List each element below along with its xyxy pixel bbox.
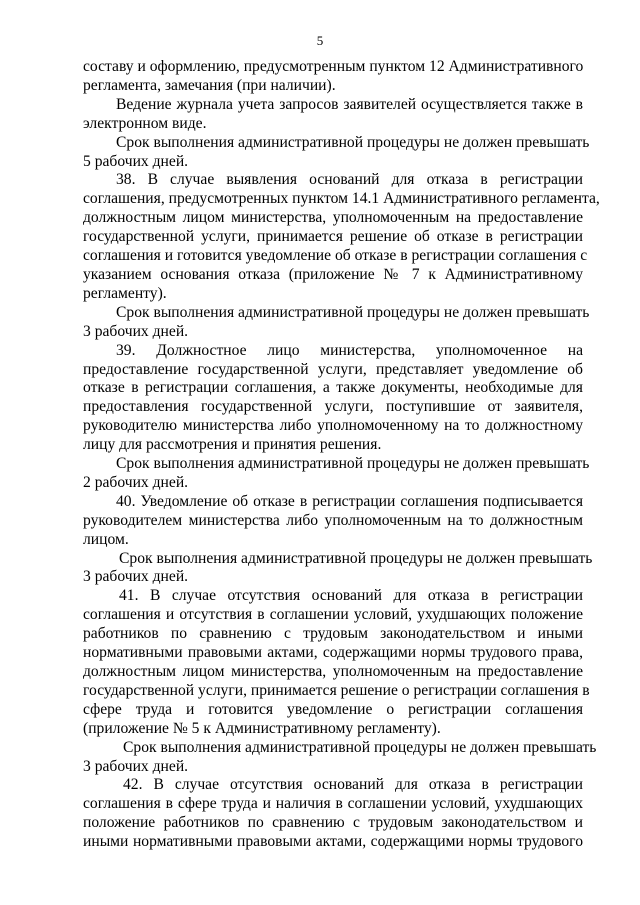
text-line: 5 рабочих дней. bbox=[83, 152, 189, 170]
text-line: регламента, замечания (при наличии). bbox=[83, 76, 336, 94]
text-line: 39. Должностное лицо министерства, уполномоченное на bbox=[116, 341, 583, 359]
text-line: регламенту). bbox=[83, 284, 167, 302]
text-line: отказе в регистрации соглашения, а также документы, необходимые для bbox=[83, 379, 583, 397]
text-line: соглашения и готовится уведомление об отказе в регистрации соглашения с bbox=[83, 247, 588, 265]
text-line: 42. В случае отсутствия оснований для отказа в регистрации bbox=[123, 776, 583, 794]
text-line: Ведение журнала учета запросов заявителей осуществляется также в bbox=[116, 95, 583, 113]
text-line: сфере труда и готовится уведомление о регистрации соглашения bbox=[83, 700, 583, 718]
text-line: составу и оформлению, предусмотренным пунктом 12 Административного bbox=[83, 58, 584, 75]
text-line: соглашения и отсутствия в соглашении условий, ухудшающих положение bbox=[83, 606, 583, 624]
text-line: работников по сравнению с трудовым законодательством и иными bbox=[83, 625, 583, 643]
text-line: должностным лицом министерства, уполномоченным на предоставление bbox=[83, 209, 583, 227]
text-line: соглашения в сфере труда и наличия в соглашении условий, ухудшающих bbox=[83, 795, 583, 813]
text-line: 2 рабочих дней. bbox=[83, 473, 189, 491]
text-line: должностным лицом министерства, уполномоченным на предоставление bbox=[83, 663, 583, 680]
text-line: Срок выполнения административной процедуры не должен превышать bbox=[119, 549, 593, 567]
text-line: предоставления государственной услуги, поступившие от заявителя, bbox=[83, 398, 583, 416]
text-line: (приложение № 5 к Административному регламенту). bbox=[83, 719, 441, 737]
text-line: Срок выполнения административной процедуры не должен превышать bbox=[123, 738, 597, 756]
text-line: 40. Уведомление об отказе в регистрации соглашения подписывается bbox=[116, 492, 583, 510]
text-line: соглашения, предусмотренных пунктом 14.1 Административного регламента, bbox=[83, 190, 600, 208]
text-line: руководителем министерства либо уполномоченным на то должностным bbox=[83, 511, 583, 529]
text-line: предоставление государственной услуги, представляет уведомление об bbox=[83, 360, 583, 378]
text-line: 3 рабочих дней. bbox=[83, 322, 189, 340]
text-line: положение работников по сравнению с трудовым законодательством и bbox=[83, 814, 583, 832]
text-line: нормативными правовыми актами, содержащими нормы трудового права, bbox=[83, 644, 583, 662]
page-number: 5 bbox=[316, 33, 324, 48]
text-line: Срок выполнения административной процедуры не должен превышать bbox=[116, 455, 590, 473]
text-line: лицом. bbox=[83, 530, 129, 548]
document-body bbox=[83, 58, 600, 852]
text-line: государственной услуги, принимается решение об отказе в регистрации bbox=[83, 228, 583, 246]
text-line: 41. В случае отсутствия оснований для отказа в регистрации bbox=[119, 587, 583, 605]
text-line: иными нормативными правовыми актами, содержащими нормы трудового bbox=[83, 833, 583, 851]
text-line: электронном виде. bbox=[83, 114, 207, 132]
text-line: Срок выполнения административной процедуры не должен превышать bbox=[116, 133, 590, 151]
text-line: указанием основания отказа (приложение № 7 к Административному bbox=[83, 265, 583, 283]
text-line: государственной услуги, принимается решение о регистрации соглашения в bbox=[83, 681, 590, 699]
text-line: руководителю министерства либо уполномоченному на то должностному bbox=[83, 417, 583, 435]
text-line: 3 рабочих дней. bbox=[83, 757, 189, 775]
text-line: Срок выполнения административной процедуры не должен превышать bbox=[116, 303, 590, 321]
text-line: 38. В случае выявления оснований для отказа в регистрации bbox=[116, 171, 583, 189]
text-line: 3 рабочих дней. bbox=[83, 568, 189, 586]
text-line: лицу для рассмотрения и принятия решения. bbox=[83, 436, 382, 454]
